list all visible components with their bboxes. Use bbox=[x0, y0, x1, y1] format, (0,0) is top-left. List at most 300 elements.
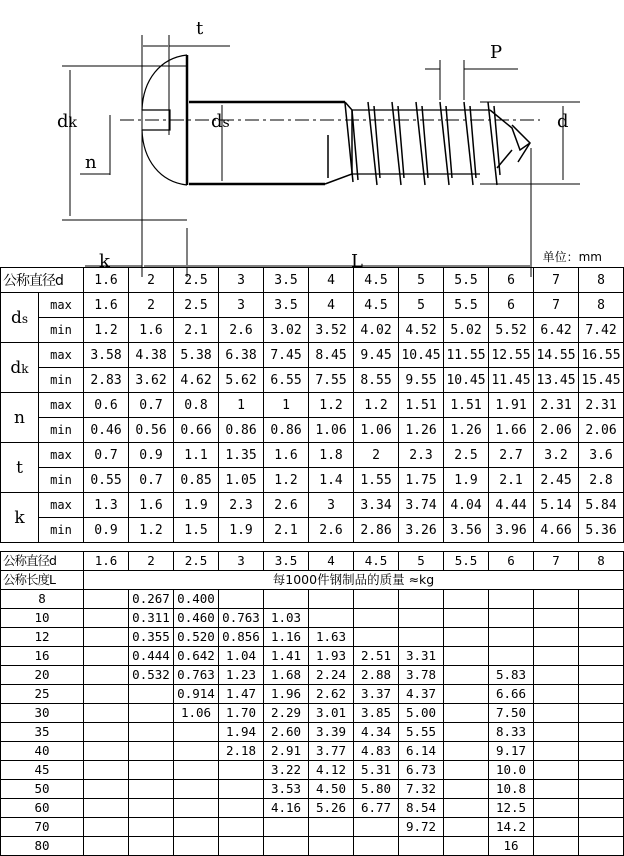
mass-cell bbox=[534, 609, 579, 628]
mass-cell: 1.16 bbox=[264, 628, 309, 647]
length-cell: 25 bbox=[1, 685, 84, 704]
mass-cell bbox=[534, 685, 579, 704]
value-cell: 5.02 bbox=[444, 318, 489, 343]
mass-cell: 14.2 bbox=[489, 818, 534, 837]
mass-title: 每1000件钢制品的质量 ≈kg bbox=[84, 571, 624, 590]
mass-cell bbox=[264, 837, 309, 856]
value-cell: 3 bbox=[219, 293, 264, 318]
mass-cell bbox=[579, 780, 624, 799]
mass-cell bbox=[84, 628, 129, 647]
param-label: t bbox=[1, 443, 39, 493]
sub-label: max bbox=[39, 393, 84, 418]
value-cell: 5.5 bbox=[444, 293, 489, 318]
mass-cell bbox=[534, 647, 579, 666]
mass-cell: 0.400 bbox=[174, 590, 219, 609]
diameter-cell: 1.6 bbox=[84, 552, 129, 571]
value-cell: 0.86 bbox=[219, 418, 264, 443]
mass-cell bbox=[264, 818, 309, 837]
mass-cell: 6.66 bbox=[489, 685, 534, 704]
mass-cell bbox=[264, 590, 309, 609]
mass-cell: 3.39 bbox=[309, 723, 354, 742]
value-cell: 3.2 bbox=[534, 443, 579, 468]
mass-cell bbox=[579, 742, 624, 761]
value-cell: 1.35 bbox=[219, 443, 264, 468]
mass-cell bbox=[534, 704, 579, 723]
mass-cell bbox=[174, 780, 219, 799]
mass-cell bbox=[129, 799, 174, 818]
diameter-cell: 2.5 bbox=[174, 552, 219, 571]
mass-cell: 1.47 bbox=[219, 685, 264, 704]
mass-cell bbox=[579, 723, 624, 742]
mass-cell bbox=[534, 780, 579, 799]
value-cell: 1.8 bbox=[309, 443, 354, 468]
value-cell: 2.86 bbox=[354, 518, 399, 543]
mass-cell: 3.22 bbox=[264, 761, 309, 780]
length-cell: 40 bbox=[1, 742, 84, 761]
mass-table bbox=[0, 551, 624, 856]
value-cell: 3.52 bbox=[309, 318, 354, 343]
mass-cell bbox=[309, 818, 354, 837]
value-cell: 1.26 bbox=[399, 418, 444, 443]
value-cell: 6.55 bbox=[264, 368, 309, 393]
sub-label: min bbox=[39, 418, 84, 443]
value-cell: 1.6 bbox=[129, 493, 174, 518]
dimension-row bbox=[1, 343, 624, 368]
mass-cell bbox=[444, 799, 489, 818]
diameter-cell: 2.5 bbox=[174, 268, 219, 293]
mass-cell: 16 bbox=[489, 837, 534, 856]
value-cell: 2.6 bbox=[219, 318, 264, 343]
label-k: k bbox=[99, 251, 110, 272]
mass-cell bbox=[309, 837, 354, 856]
mass-cell: 5.55 bbox=[399, 723, 444, 742]
diameter-cell: 2 bbox=[129, 552, 174, 571]
mass-cell bbox=[174, 799, 219, 818]
diameter-cell: 4.5 bbox=[354, 268, 399, 293]
value-cell: 6.38 bbox=[219, 343, 264, 368]
mass-cell bbox=[579, 761, 624, 780]
length-cell: 10 bbox=[1, 609, 84, 628]
value-cell: 11.45 bbox=[489, 368, 534, 393]
mass-row bbox=[1, 609, 624, 628]
mass-cell: 0.532 bbox=[129, 666, 174, 685]
label-l: L bbox=[351, 251, 363, 272]
label-dk: dk bbox=[57, 111, 78, 132]
value-cell: 1.1 bbox=[174, 443, 219, 468]
diameter-cell: 5 bbox=[399, 552, 444, 571]
mass-cell bbox=[219, 590, 264, 609]
mass-cell bbox=[219, 799, 264, 818]
mass-cell: 1.03 bbox=[264, 609, 309, 628]
value-cell: 3.74 bbox=[399, 493, 444, 518]
mass-cell bbox=[354, 628, 399, 647]
length-cell: 45 bbox=[1, 761, 84, 780]
length-cell: 60 bbox=[1, 799, 84, 818]
diameter-cell: 7 bbox=[534, 268, 579, 293]
length-cell: 80 bbox=[1, 837, 84, 856]
mass-cell bbox=[579, 685, 624, 704]
mass-cell bbox=[489, 628, 534, 647]
mass-cell: 3.85 bbox=[354, 704, 399, 723]
mass-cell bbox=[534, 742, 579, 761]
length-cell: 70 bbox=[1, 818, 84, 837]
mass-cell bbox=[84, 837, 129, 856]
value-cell: 1.6 bbox=[84, 293, 129, 318]
value-cell: 7 bbox=[534, 293, 579, 318]
value-cell: 0.86 bbox=[264, 418, 309, 443]
mass-cell bbox=[174, 723, 219, 742]
value-cell: 1.2 bbox=[264, 468, 309, 493]
label-p: P bbox=[490, 42, 503, 63]
mass-cell bbox=[129, 742, 174, 761]
mass-cell bbox=[444, 628, 489, 647]
mass-cell bbox=[579, 704, 624, 723]
mass-cell bbox=[354, 590, 399, 609]
diameter-cell: 6 bbox=[489, 552, 534, 571]
mass-cell: 9.17 bbox=[489, 742, 534, 761]
mass-cell: 8.33 bbox=[489, 723, 534, 742]
value-cell: 1.55 bbox=[354, 468, 399, 493]
value-cell: 15.45 bbox=[579, 368, 624, 393]
value-cell: 10.45 bbox=[444, 368, 489, 393]
mass-cell bbox=[444, 704, 489, 723]
mass-cell bbox=[219, 818, 264, 837]
value-cell: 1.26 bbox=[444, 418, 489, 443]
value-cell: 4.38 bbox=[129, 343, 174, 368]
param-label: n bbox=[1, 393, 39, 443]
mass-cell: 2.88 bbox=[354, 666, 399, 685]
value-cell: 0.85 bbox=[174, 468, 219, 493]
mass-row bbox=[1, 818, 624, 837]
mass-row bbox=[1, 742, 624, 761]
diameter-cell: 6 bbox=[489, 268, 534, 293]
value-cell: 5 bbox=[399, 293, 444, 318]
mass-cell: 1.63 bbox=[309, 628, 354, 647]
mass-cell bbox=[174, 837, 219, 856]
value-cell: 0.46 bbox=[84, 418, 129, 443]
dimension-table bbox=[0, 267, 624, 543]
sub-label: max bbox=[39, 493, 84, 518]
value-cell: 3.34 bbox=[354, 493, 399, 518]
mass-cell bbox=[579, 837, 624, 856]
mass-cell bbox=[534, 628, 579, 647]
length-cell: 20 bbox=[1, 666, 84, 685]
value-cell: 4.62 bbox=[174, 368, 219, 393]
mass-cell bbox=[84, 723, 129, 742]
mass-cell bbox=[444, 837, 489, 856]
mass-cell bbox=[354, 609, 399, 628]
mass-cell: 7.50 bbox=[489, 704, 534, 723]
value-cell: 1.2 bbox=[309, 393, 354, 418]
mass-cell bbox=[579, 647, 624, 666]
value-cell: 0.8 bbox=[174, 393, 219, 418]
mass-cell: 2.29 bbox=[264, 704, 309, 723]
mass-cell bbox=[534, 723, 579, 742]
value-cell: 1.06 bbox=[354, 418, 399, 443]
mass-cell: 2.18 bbox=[219, 742, 264, 761]
mass-cell bbox=[579, 609, 624, 628]
mass-cell: 0.267 bbox=[129, 590, 174, 609]
value-cell: 5.14 bbox=[534, 493, 579, 518]
mass-cell bbox=[534, 799, 579, 818]
value-cell: 1.9 bbox=[444, 468, 489, 493]
value-cell: 1.9 bbox=[174, 493, 219, 518]
mass-row bbox=[1, 837, 624, 856]
mass-cell: 5.83 bbox=[489, 666, 534, 685]
value-cell: 0.7 bbox=[84, 443, 129, 468]
value-cell: 2.83 bbox=[84, 368, 129, 393]
sub-label: max bbox=[39, 293, 84, 318]
mass-cell bbox=[579, 628, 624, 647]
diameter-cell: 8 bbox=[579, 268, 624, 293]
diameter-cell: 5.5 bbox=[444, 552, 489, 571]
mass-row bbox=[1, 799, 624, 818]
dimension-row bbox=[1, 368, 624, 393]
mass-cell: 2.91 bbox=[264, 742, 309, 761]
mass-cell: 4.50 bbox=[309, 780, 354, 799]
param-label: dk bbox=[1, 343, 39, 393]
value-cell: 1.05 bbox=[219, 468, 264, 493]
mass-cell bbox=[354, 818, 399, 837]
value-cell: 5.52 bbox=[489, 318, 534, 343]
value-cell: 4.44 bbox=[489, 493, 534, 518]
mass-cell bbox=[444, 723, 489, 742]
mass-cell: 8.54 bbox=[399, 799, 444, 818]
value-cell: 2 bbox=[354, 443, 399, 468]
mass-cell bbox=[444, 780, 489, 799]
mass-cell: 3.53 bbox=[264, 780, 309, 799]
mass-cell bbox=[84, 609, 129, 628]
length-cell: 50 bbox=[1, 780, 84, 799]
mass-cell bbox=[84, 742, 129, 761]
mass-cell bbox=[129, 723, 174, 742]
value-cell: 3.58 bbox=[84, 343, 129, 368]
value-cell: 3.96 bbox=[489, 518, 534, 543]
mass-cell bbox=[489, 590, 534, 609]
mass-cell: 1.70 bbox=[219, 704, 264, 723]
mass-cell: 5.80 bbox=[354, 780, 399, 799]
value-cell: 1.4 bbox=[309, 468, 354, 493]
sub-label: max bbox=[39, 443, 84, 468]
mass-cell bbox=[219, 837, 264, 856]
mass-cell bbox=[219, 761, 264, 780]
value-cell: 1.6 bbox=[264, 443, 309, 468]
mass-cell bbox=[579, 590, 624, 609]
mass-cell bbox=[84, 647, 129, 666]
value-cell: 8.45 bbox=[309, 343, 354, 368]
value-cell: 2.5 bbox=[174, 293, 219, 318]
mass-cell: 3.37 bbox=[354, 685, 399, 704]
value-cell: 2.5 bbox=[444, 443, 489, 468]
value-cell: 2.3 bbox=[399, 443, 444, 468]
mass-cell: 2.62 bbox=[309, 685, 354, 704]
mass-row bbox=[1, 628, 624, 647]
value-cell: 9.45 bbox=[354, 343, 399, 368]
mass-cell bbox=[129, 780, 174, 799]
mass-cell: 4.12 bbox=[309, 761, 354, 780]
mass-cell: 5.26 bbox=[309, 799, 354, 818]
value-cell: 3.62 bbox=[129, 368, 174, 393]
mass-cell bbox=[129, 685, 174, 704]
mass-cell bbox=[84, 780, 129, 799]
mass-cell: 2.24 bbox=[309, 666, 354, 685]
mass-row bbox=[1, 647, 624, 666]
diameter-cell: 1.6 bbox=[84, 268, 129, 293]
mass-cell bbox=[444, 761, 489, 780]
value-cell: 5.84 bbox=[579, 493, 624, 518]
mass-row bbox=[1, 666, 624, 685]
value-cell: 2.6 bbox=[309, 518, 354, 543]
mass-cell bbox=[84, 761, 129, 780]
mass-cell: 4.16 bbox=[264, 799, 309, 818]
mass-cell bbox=[84, 818, 129, 837]
value-cell: 1.5 bbox=[174, 518, 219, 543]
mass-row bbox=[1, 723, 624, 742]
label-t: t bbox=[196, 18, 204, 39]
value-cell: 16.55 bbox=[579, 343, 624, 368]
mass-cell: 0.355 bbox=[129, 628, 174, 647]
header-label: 公称直径d bbox=[1, 268, 84, 293]
value-cell: 4.52 bbox=[399, 318, 444, 343]
value-cell: 8.55 bbox=[354, 368, 399, 393]
mass-cell: 1.93 bbox=[309, 647, 354, 666]
unit-label: 单位：mm bbox=[542, 250, 602, 264]
value-cell: 1.9 bbox=[219, 518, 264, 543]
value-cell: 3.56 bbox=[444, 518, 489, 543]
length-cell: 12 bbox=[1, 628, 84, 647]
value-cell: 1.66 bbox=[489, 418, 534, 443]
value-cell: 3.02 bbox=[264, 318, 309, 343]
value-cell: 0.55 bbox=[84, 468, 129, 493]
value-cell: 1 bbox=[264, 393, 309, 418]
diameter-header-row bbox=[1, 268, 624, 293]
mass-cell bbox=[84, 704, 129, 723]
mass-cell bbox=[129, 704, 174, 723]
diameter-cell: 3.5 bbox=[264, 552, 309, 571]
mass-cell: 3.77 bbox=[309, 742, 354, 761]
mass-cell: 1.41 bbox=[264, 647, 309, 666]
mass-cell bbox=[444, 647, 489, 666]
diameter-cell: 5.5 bbox=[444, 268, 489, 293]
value-cell: 3.26 bbox=[399, 518, 444, 543]
value-cell: 2.3 bbox=[219, 493, 264, 518]
mass-cell bbox=[309, 590, 354, 609]
mass-cell: 10.0 bbox=[489, 761, 534, 780]
value-cell: 6 bbox=[489, 293, 534, 318]
length-label: 公称长度L bbox=[1, 571, 84, 590]
value-cell: 2.31 bbox=[579, 393, 624, 418]
mass-cell: 0.460 bbox=[174, 609, 219, 628]
value-cell: 0.56 bbox=[129, 418, 174, 443]
mass-cell: 0.520 bbox=[174, 628, 219, 647]
param-label: ds bbox=[1, 293, 39, 343]
value-cell: 2.8 bbox=[579, 468, 624, 493]
mass-cell bbox=[489, 609, 534, 628]
mass-cell: 3.01 bbox=[309, 704, 354, 723]
mass-diameter-header-row bbox=[1, 552, 624, 571]
mass-cell bbox=[84, 685, 129, 704]
mass-cell bbox=[579, 818, 624, 837]
mass-cell: 1.68 bbox=[264, 666, 309, 685]
mass-cell bbox=[219, 780, 264, 799]
value-cell: 1.91 bbox=[489, 393, 534, 418]
mass-cell bbox=[129, 837, 174, 856]
dimension-row bbox=[1, 393, 624, 418]
value-cell: 4.04 bbox=[444, 493, 489, 518]
diameter-cell: 4 bbox=[309, 268, 354, 293]
diameter-cell: 3.5 bbox=[264, 268, 309, 293]
value-cell: 0.6 bbox=[84, 393, 129, 418]
value-cell: 8 bbox=[579, 293, 624, 318]
mass-cell bbox=[534, 666, 579, 685]
value-cell: 2.1 bbox=[264, 518, 309, 543]
sub-label: min bbox=[39, 368, 84, 393]
mass-cell bbox=[444, 609, 489, 628]
value-cell: 1 bbox=[219, 393, 264, 418]
value-cell: 3 bbox=[309, 493, 354, 518]
value-cell: 2.45 bbox=[534, 468, 579, 493]
value-cell: 7.45 bbox=[264, 343, 309, 368]
mass-row bbox=[1, 780, 624, 799]
mass-cell: 4.37 bbox=[399, 685, 444, 704]
diameter-cell: 7 bbox=[534, 552, 579, 571]
mass-cell: 0.311 bbox=[129, 609, 174, 628]
mass-cell: 6.73 bbox=[399, 761, 444, 780]
value-cell: 2.1 bbox=[489, 468, 534, 493]
value-cell: 1.2 bbox=[84, 318, 129, 343]
diameter-cell: 4.5 bbox=[354, 552, 399, 571]
value-cell: 3.5 bbox=[264, 293, 309, 318]
value-cell: 4.66 bbox=[534, 518, 579, 543]
mass-cell: 1.96 bbox=[264, 685, 309, 704]
value-cell: 1.51 bbox=[399, 393, 444, 418]
mass-cell bbox=[579, 799, 624, 818]
mass-cell bbox=[399, 590, 444, 609]
mass-row bbox=[1, 761, 624, 780]
value-cell: 12.55 bbox=[489, 343, 534, 368]
value-cell: 4.5 bbox=[354, 293, 399, 318]
mass-cell bbox=[84, 799, 129, 818]
value-cell: 0.7 bbox=[129, 468, 174, 493]
mass-cell bbox=[579, 666, 624, 685]
mass-cell bbox=[534, 818, 579, 837]
label-n: n bbox=[85, 152, 97, 173]
mass-cell bbox=[399, 837, 444, 856]
value-cell: 14.55 bbox=[534, 343, 579, 368]
mass-cell: 2.60 bbox=[264, 723, 309, 742]
mass-cell: 4.83 bbox=[354, 742, 399, 761]
mass-cell bbox=[444, 666, 489, 685]
value-cell: 5.38 bbox=[174, 343, 219, 368]
mass-cell: 5.00 bbox=[399, 704, 444, 723]
value-cell: 5.36 bbox=[579, 518, 624, 543]
diameter-cell: 8 bbox=[579, 552, 624, 571]
mass-cell: 9.72 bbox=[399, 818, 444, 837]
value-cell: 0.66 bbox=[174, 418, 219, 443]
value-cell: 0.9 bbox=[84, 518, 129, 543]
value-cell: 0.7 bbox=[129, 393, 174, 418]
mass-cell: 0.763 bbox=[174, 666, 219, 685]
mass-cell bbox=[444, 818, 489, 837]
mass-cell: 1.94 bbox=[219, 723, 264, 742]
mass-cell bbox=[444, 590, 489, 609]
mass-cell: 7.32 bbox=[399, 780, 444, 799]
dimension-row bbox=[1, 418, 624, 443]
value-cell: 6.42 bbox=[534, 318, 579, 343]
value-cell: 1.2 bbox=[354, 393, 399, 418]
mass-cell: 4.34 bbox=[354, 723, 399, 742]
mass-cell bbox=[174, 818, 219, 837]
